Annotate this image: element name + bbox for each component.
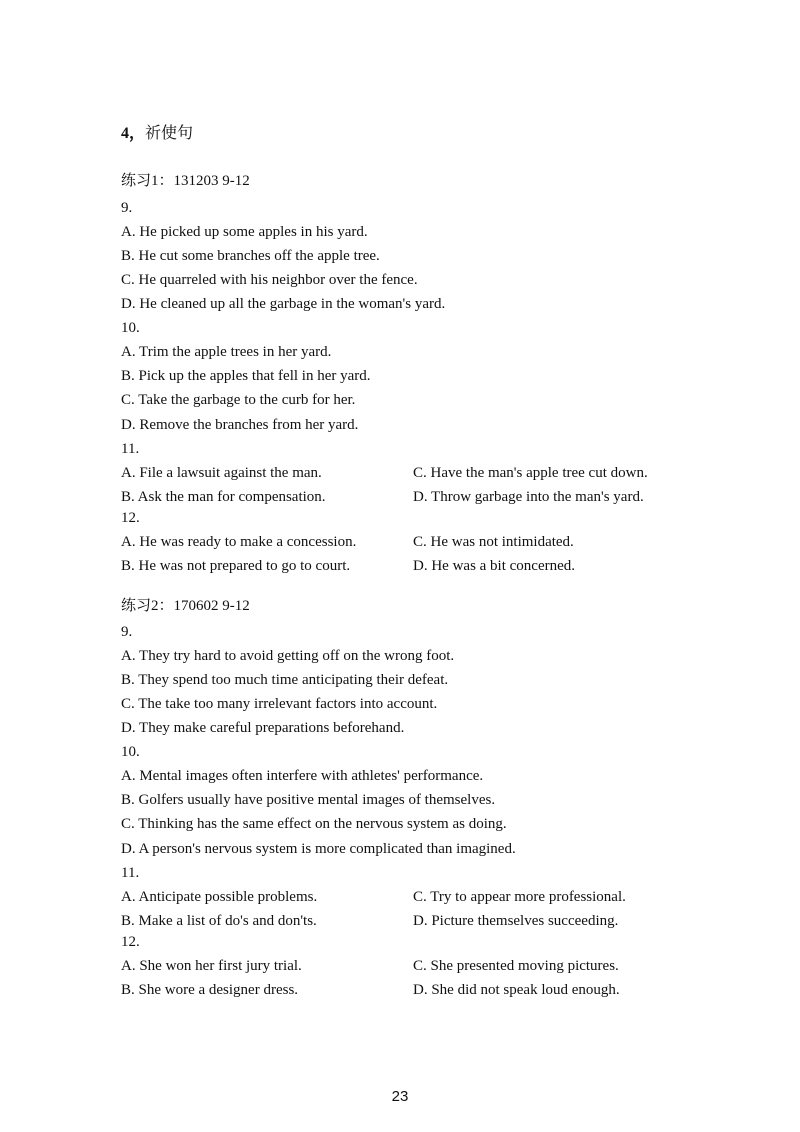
- ex2-q9-option-c: C. The take too many irrelevant factors into account.: [121, 696, 438, 712]
- ex2-q10-option-d: D. A person's nervous system is more complicated than imagined.: [121, 841, 516, 857]
- ex1-q12-option-a: A. He was ready to make a concession.: [121, 534, 357, 550]
- ex1-q10-option-c: C. Take the garbage to the curb for her.: [121, 392, 356, 408]
- ex2-q10-option-c: C. Thinking has the same effect on the nervous system as doing.: [121, 816, 507, 832]
- section-title-text: 祈使句: [145, 125, 194, 142]
- ex1-q10-number: 10.: [121, 320, 140, 336]
- ex1-q9-number: 9.: [121, 200, 133, 216]
- ex1-q11-option-b: B. Ask the man for compensation.: [121, 489, 326, 505]
- ex1-q11-option-c: C. Have the man's apple tree cut down.: [413, 465, 648, 481]
- ex1-q11-number: 11.: [121, 441, 140, 457]
- ex1-q10-option-d: D. Remove the branches from her yard.: [121, 417, 359, 433]
- ex1-q9-option-c: C. He quarreled with his neighbor over the fence.: [121, 272, 418, 288]
- ex2-q9-option-d: D. They make careful preparations beforehand.: [121, 720, 405, 736]
- ex2-q10-option-b: B. Golfers usually have positive mental images of themselves.: [121, 792, 496, 808]
- ex1-q12-option-b: B. He was not prepared to go to court.: [121, 558, 351, 574]
- ex2-q9-option-a: A. They try hard to avoid getting off on the wrong foot.: [121, 648, 455, 664]
- ex2-q10-option-a: A. Mental images often interfere with athletes' performance.: [121, 768, 484, 784]
- ex1-q12-number: 12.: [121, 510, 140, 526]
- ex1-q11-option-d: D. Throw garbage into the man's yard.: [413, 489, 644, 505]
- page-number: 23: [391, 1088, 409, 1105]
- ex1-q10-option-b: B. Pick up the apples that fell in her yard.: [121, 368, 371, 384]
- ex2-q12-option-c: C. She presented moving pictures.: [413, 958, 619, 974]
- ex2-q12-option-b: B. She wore a designer dress.: [121, 982, 299, 998]
- ex2-q11-option-b: B. Make a list of do's and don'ts.: [121, 913, 317, 929]
- ex2-q11-option-a: A. Anticipate possible problems.: [121, 889, 318, 905]
- ex2-q11-number: 11.: [121, 865, 140, 881]
- ex2-q9-option-b: B. They spend too much time anticipating their defeat.: [121, 672, 449, 688]
- exercise-1-header: 练习1：131203 9-12: [121, 173, 250, 189]
- ex2-q9-number: 9.: [121, 624, 133, 640]
- ex2-q12-option-d: D. She did not speak loud enough.: [413, 982, 620, 998]
- ex2-q12-number: 12.: [121, 934, 140, 950]
- ex1-q9-option-d: D. He cleaned up all the garbage in the woman's yard.: [121, 296, 446, 312]
- ex1-q12-option-c: C. He was not intimidated.: [413, 534, 574, 550]
- ex1-q12-option-d: D. He was a bit concerned.: [413, 558, 576, 574]
- ex2-q12-option-a: A. She won her first jury trial.: [121, 958, 302, 974]
- ex2-q10-number: 10.: [121, 744, 140, 760]
- section-title: [121, 123, 193, 145]
- section-number: 4，: [121, 125, 146, 142]
- ex2-q11-option-d: D. Picture themselves succeeding.: [413, 913, 619, 929]
- ex1-q9-option-b: B. He cut some branches off the apple tree.: [121, 248, 380, 264]
- ex1-q10-option-a: A. Trim the apple trees in her yard.: [121, 344, 332, 360]
- ex1-q11-option-a: A. File a lawsuit against the man.: [121, 465, 322, 481]
- ex2-q11-option-c: C. Try to appear more professional.: [413, 889, 626, 905]
- ex1-q9-option-a: A. He picked up some apples in his yard.: [121, 224, 368, 240]
- exercise-2-header: 练习2：170602 9-12: [121, 598, 250, 614]
